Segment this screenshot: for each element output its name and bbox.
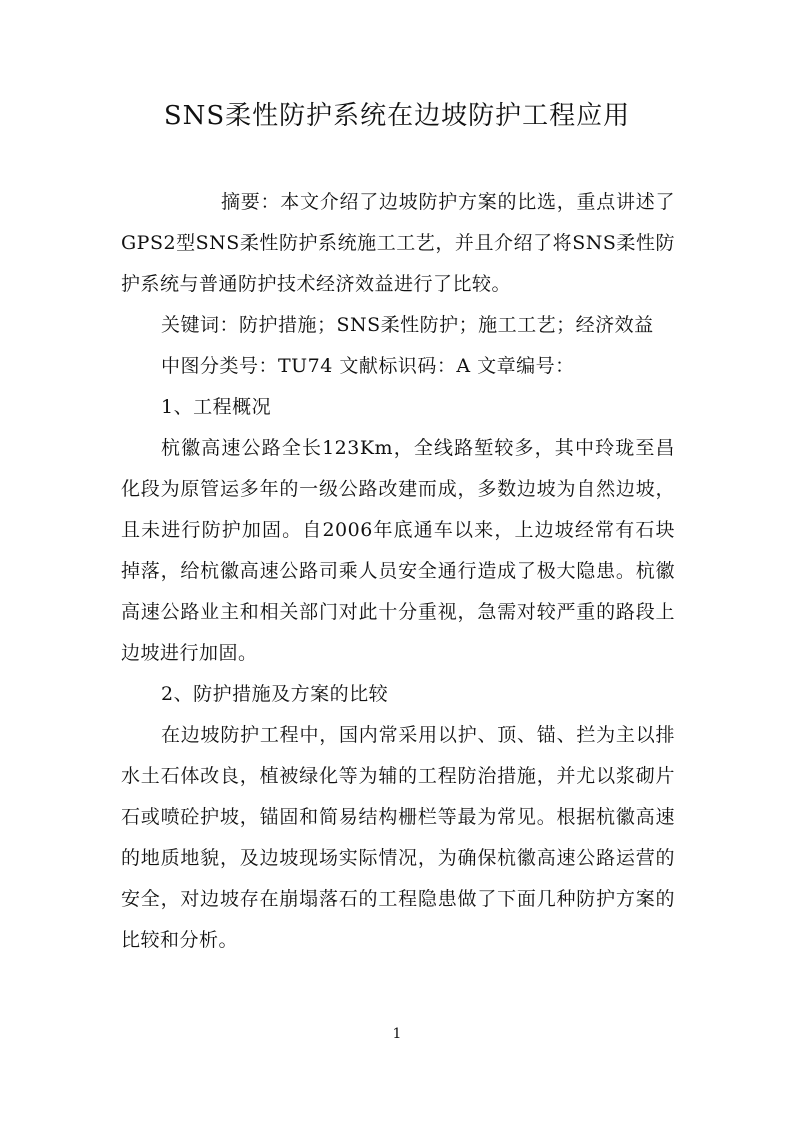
section-paragraph-2: 在边坡防护工程中，国内常采用以护、顶、锚、拦为主以排水土石体改良，植被绿化等为辅的工程防治措施，并尤以浆砌片石或喷砼护坡，锚固和简易结构栅栏等最为常见。根据杭徽高速的地质地貌，及边坡现场实际情况，为确保杭徽高速公路运营的安全，对边坡存在崩塌落石的工程隐患做了下面几种防护方案的比较和分析。 [121, 724, 675, 951]
section-paragraph-1: 杭徽高速公路全长123Km，全线路堑较多，其中玲珑至昌化段为原管运多年的一级公路改建而成，多数边坡为自然边坡，且未进行防护加固。自2006年底通车以来，上边坡经常有石块掉落，给杭徽高速公路司乘人员安全通行造成了极大隐患。杭徽高速公路业主和相关部门对此十分重视，急需对较严重的路段上边坡进行加固。 [121, 437, 675, 664]
abstract-paragraph: 摘要：本文介绍了边坡防护方案的比选，重点讲述了GPS2型SNS柔性防护系统施工工艺，并且介绍了将SNS柔性防护系统与普通防护技术经济效益进行了比较。 [121, 191, 675, 295]
document-body [121, 182, 675, 961]
section-heading-1: 1、工程概况 [161, 396, 272, 418]
keywords-paragraph: 关键词：防护措施；SNS柔性防护；施工工艺；经济效益 [161, 314, 654, 336]
document-title: SNS柔性防护系统在边坡防护工程应用 [163, 101, 631, 131]
section-heading-2: 2、防护措施及方案的比较 [161, 683, 389, 705]
page-number: 1 [392, 1026, 402, 1042]
classification-line: 中图分类号：TU74 文献标识码：A 文章编号： [161, 355, 575, 377]
